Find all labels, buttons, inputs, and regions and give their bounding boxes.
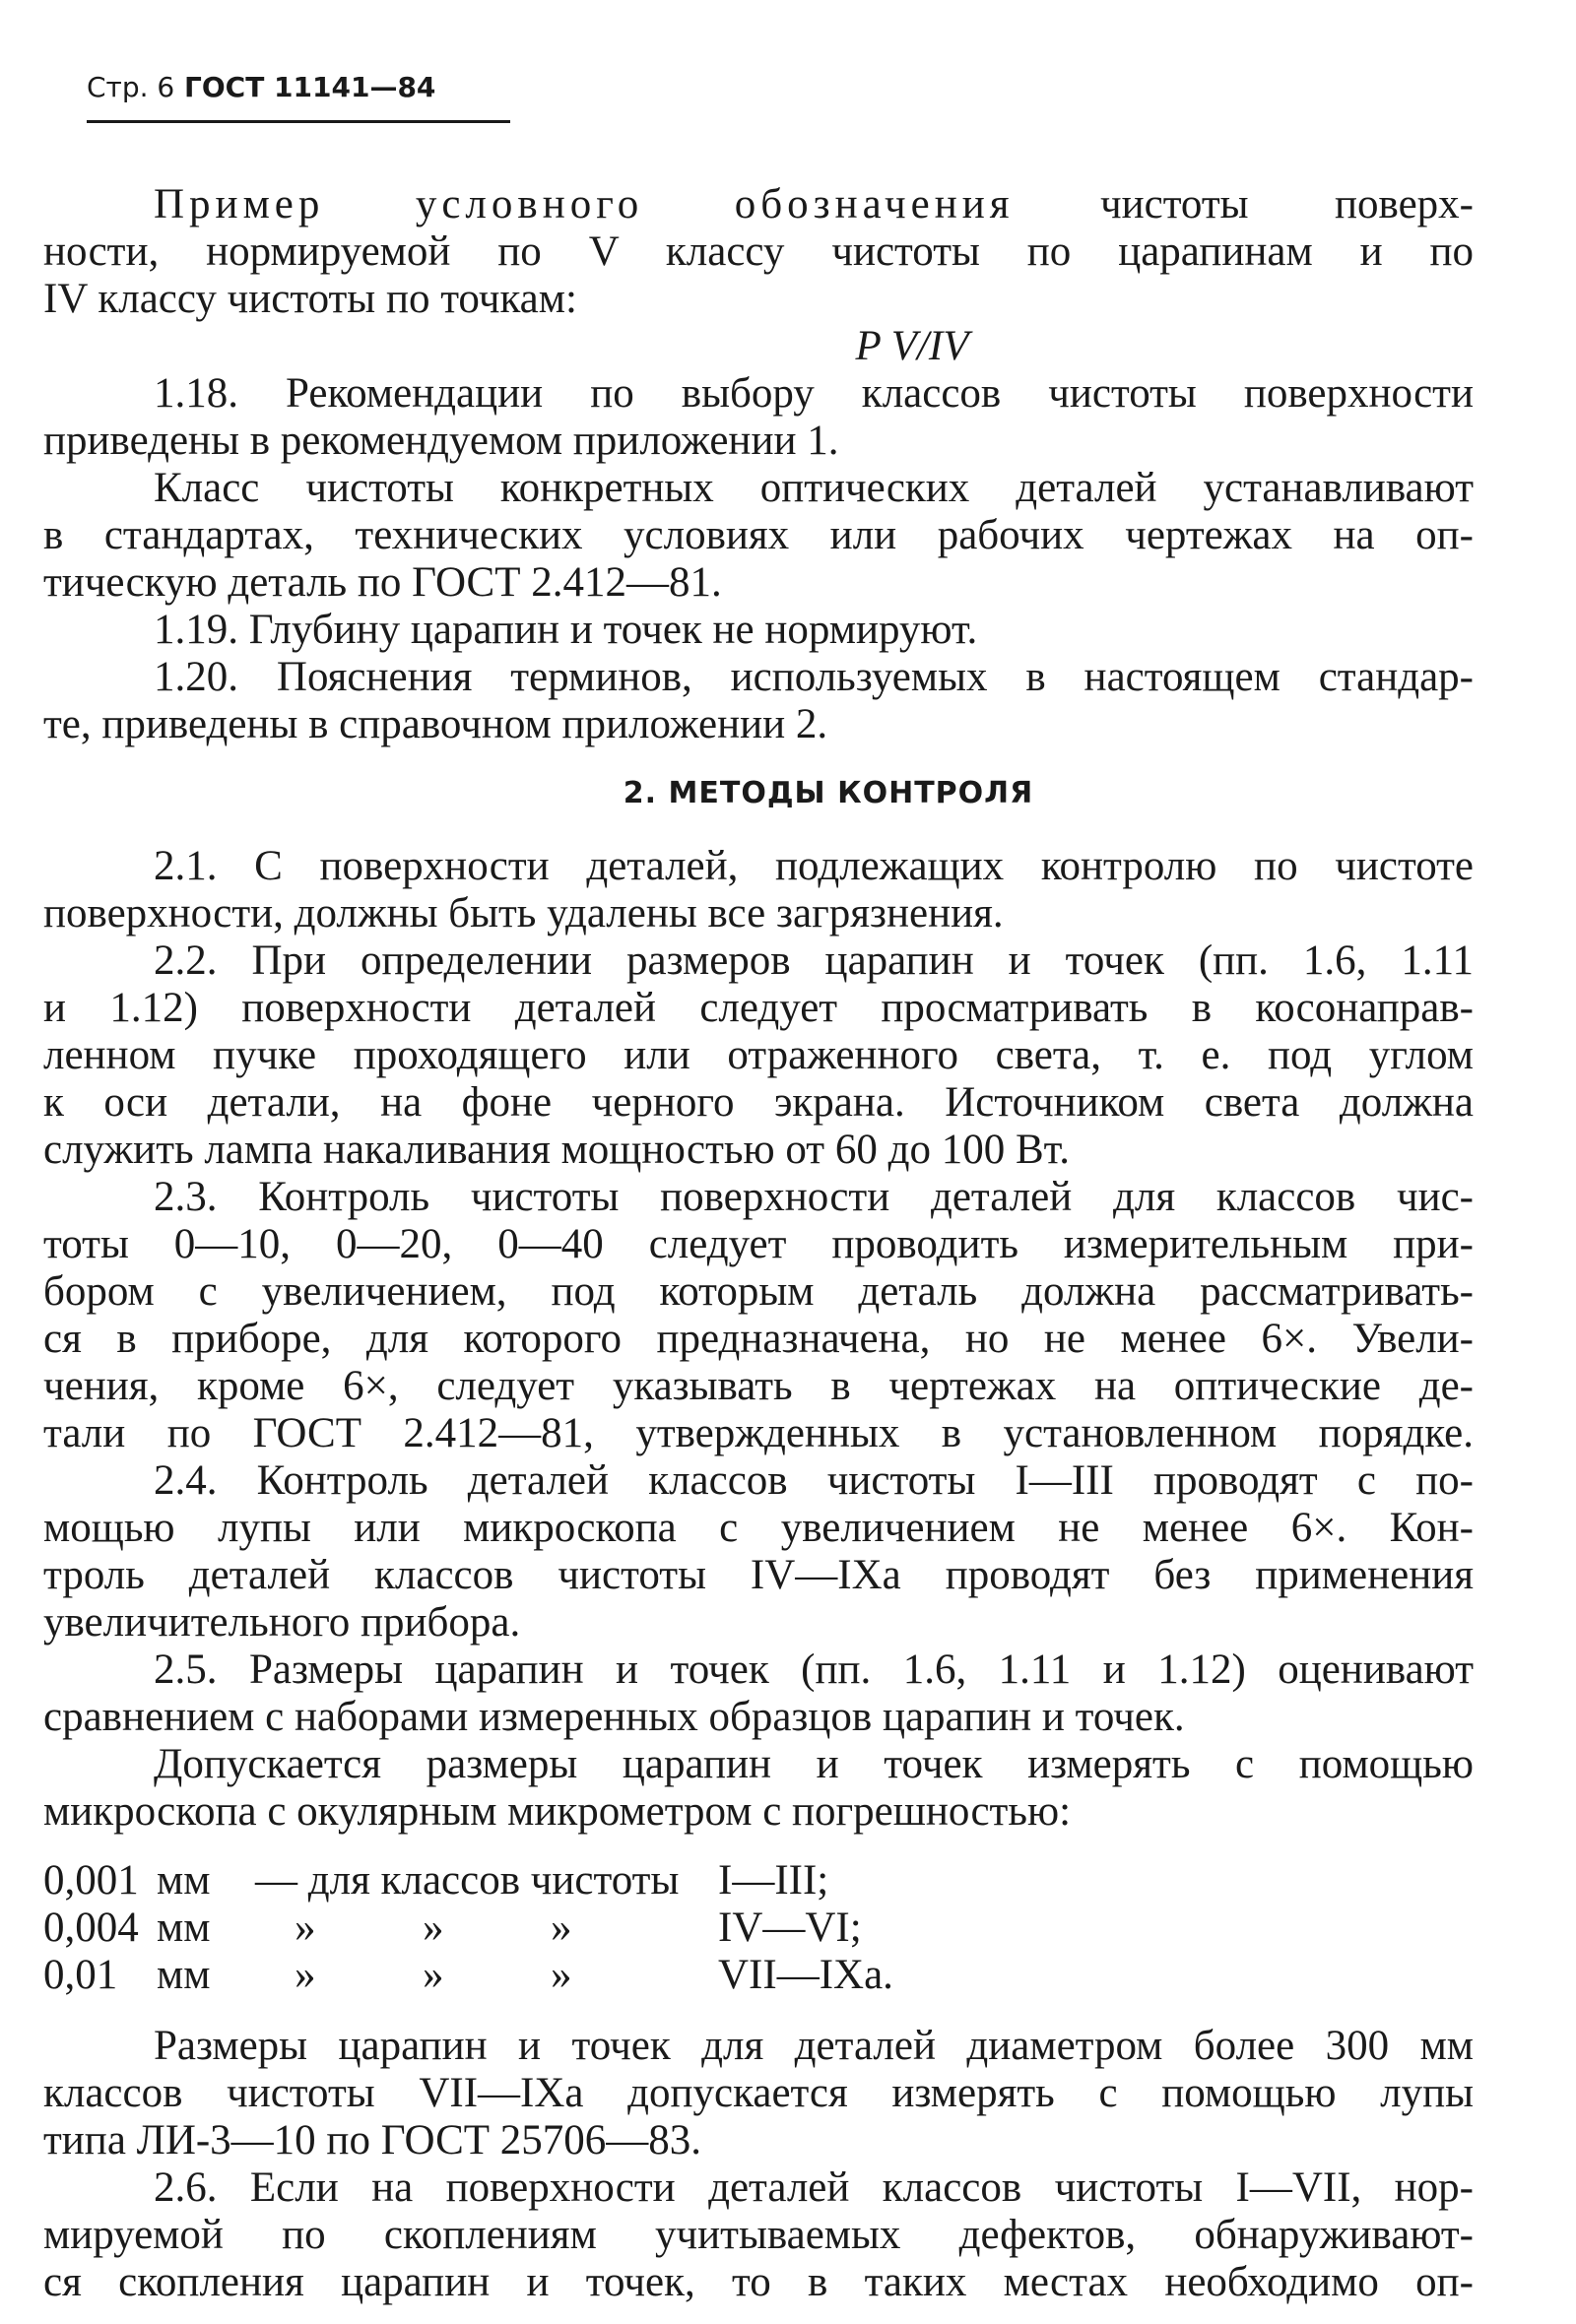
ditto-mark: »: [551, 1952, 572, 1998]
paragraph-2-4: [43, 1457, 1474, 1646]
paragraph-2-6: [43, 2164, 1474, 2306]
paragraph-1-18: [43, 370, 1474, 465]
unit-cell: мм: [157, 1952, 211, 1998]
table-row: [43, 1904, 1474, 1952]
classes-cell: IV—VI;: [718, 1904, 862, 1951]
paragraph-2-3: [43, 1174, 1474, 1457]
line: 2.6. Если на поверхности деталей классов чистоты I—VII, нор-: [154, 2164, 1474, 2211]
line: ся скопления царапин и точек, то в таких местах необходимо оп-: [43, 2259, 1474, 2305]
paragraph-class: [43, 465, 1474, 607]
line: Размеры царапин и точек для деталей диаметром более 300 мм: [154, 2023, 1474, 2069]
line: [154, 181, 1474, 228]
paragraph-example: [43, 181, 1474, 323]
line: 2.1. С поверхности деталей, подлежащих контролю по чистоте: [154, 843, 1474, 889]
line: троль деталей классов чистоты IV—IXa проводят без применения: [43, 1552, 1474, 1598]
accuracy-table: [43, 1857, 1474, 1999]
paragraph-1-19: [154, 607, 1474, 654]
page-header: [87, 71, 435, 103]
classes-cell: VII—IXa.: [718, 1952, 893, 1998]
formula: P V/IV: [855, 323, 969, 369]
line: в стандартах, технических условиях или рабочих чертежах на оп-: [43, 512, 1474, 558]
value-cell: 0,004: [43, 1904, 139, 1951]
line: бором с увеличением, под которым деталь должна рассматривать-: [43, 1268, 1474, 1315]
line: микроскопа с окулярным микрометром с погрешностью:: [43, 1788, 1072, 1835]
paragraph-2-5: [43, 1646, 1474, 1741]
ditto-mark: »: [423, 1952, 444, 1998]
line: приведены в рекомендуемом приложении 1.: [43, 418, 839, 464]
table-row: [43, 1857, 1474, 1904]
line: 2.4. Контроль деталей классов чистоты I—III проводят с по-: [154, 1457, 1474, 1504]
ditto-mark: »: [295, 1952, 316, 1998]
line: 2.3. Контроль чистоты поверхности деталей для классов чис-: [154, 1174, 1474, 1220]
line: сравнением с наборами измеренных образцов царапин и точек.: [43, 1694, 1185, 1740]
text: чистоты поверх-: [1099, 181, 1474, 227]
line: ленном пучке проходящего или отраженного света, т. е. под углом: [43, 1032, 1474, 1078]
line: 2.5. Размеры царапин и точек (пп. 1.6, 1.11 и 1.12) оценивают: [154, 1646, 1474, 1693]
line: IV классу чистоты по точкам:: [43, 276, 577, 322]
unit-cell: мм: [157, 1857, 211, 1904]
line: тали по ГОСТ 2.412—81, утвержденных в установленном порядке.: [43, 1410, 1474, 1456]
header-rule: [87, 120, 510, 123]
line: типа ЛИ-3—10 по ГОСТ 25706—83.: [43, 2117, 702, 2163]
paragraph-2-2: [43, 937, 1474, 1174]
line: 1.18. Рекомендации по выбору классов чистоты поверхности: [154, 370, 1474, 417]
line: ности, нормируемой по V классу чистоты по царапинам и по: [43, 228, 1474, 275]
line: к оси детали, на фоне черного экрана. Источником света должна: [43, 1079, 1474, 1126]
body-text: [43, 181, 1474, 2306]
unit-cell: мм: [157, 1904, 211, 1951]
ditto-mark: »: [423, 1904, 444, 1951]
paragraph-2-1: [43, 843, 1474, 937]
line: 1.20. Пояснения терминов, используемых в настоящем стандар-: [154, 654, 1474, 700]
doc-code: ГОСТ 11141—84: [184, 71, 436, 103]
line: тическую деталь по ГОСТ 2.412—81.: [43, 559, 722, 606]
line: те, приведены в справочном приложении 2.: [43, 701, 828, 747]
line: 2.2. При определении размеров царапин и точек (пп. 1.6, 1.11: [154, 937, 1474, 984]
paragraph-sizes: [43, 2023, 1474, 2164]
ditto-cell: [255, 1952, 718, 1999]
value-cell: 0,01: [43, 1952, 118, 1998]
line: 1.19. Глубину царапин и точек не нормируют.: [154, 607, 978, 653]
line: тоты 0—10, 0—20, 0—40 следует проводить измерительным при-: [43, 1221, 1474, 1267]
line: Класс чистоты конкретных оптических деталей устанавливают: [154, 465, 1474, 511]
line: поверхности, должны быть удалены все загрязнения.: [43, 890, 1004, 936]
line: мируемой по скоплениям учитываемых дефектов, обнаруживают-: [43, 2212, 1474, 2258]
value-cell: 0,001: [43, 1857, 139, 1904]
line: служить лампа накаливания мощностью от 60 до 100 Вт.: [43, 1127, 1070, 1173]
desc-cell: [255, 1857, 728, 1904]
section-title: 2. МЕТОДЫ КОНТРОЛЯ: [623, 776, 1034, 810]
classes-cell: I—III;: [718, 1857, 829, 1904]
line: классов чистоты VII—IXa допускается измерять с помощью лупы: [43, 2070, 1474, 2116]
line: и 1.12) поверхности деталей следует просматривать в косонаправ-: [43, 985, 1474, 1031]
line: чения, кроме 6×, следует указывать в чертежах на оптические де-: [43, 1363, 1474, 1409]
page-number: Стр. 6: [87, 71, 175, 103]
example-label: Пример условного обозначения: [154, 181, 1015, 227]
line: Допускается размеры царапин и точек измерять с помощью: [154, 1741, 1474, 1787]
line: ся в приборе, для которого предназначена, но не менее 6×. Увели-: [43, 1316, 1474, 1362]
line: увеличительного прибора.: [43, 1599, 521, 1646]
paragraph-1-20: [43, 654, 1474, 748]
desc-text: — для классов чистоты: [255, 1857, 680, 1904]
ditto-mark: »: [551, 1904, 572, 1951]
ditto-cell: [255, 1904, 718, 1952]
table-row: [43, 1952, 1474, 1999]
line: мощью лупы или микроскопа с увеличением не менее 6×. Кон-: [43, 1505, 1474, 1551]
paragraph-allowed: [43, 1741, 1474, 1836]
ditto-mark: »: [295, 1904, 316, 1951]
